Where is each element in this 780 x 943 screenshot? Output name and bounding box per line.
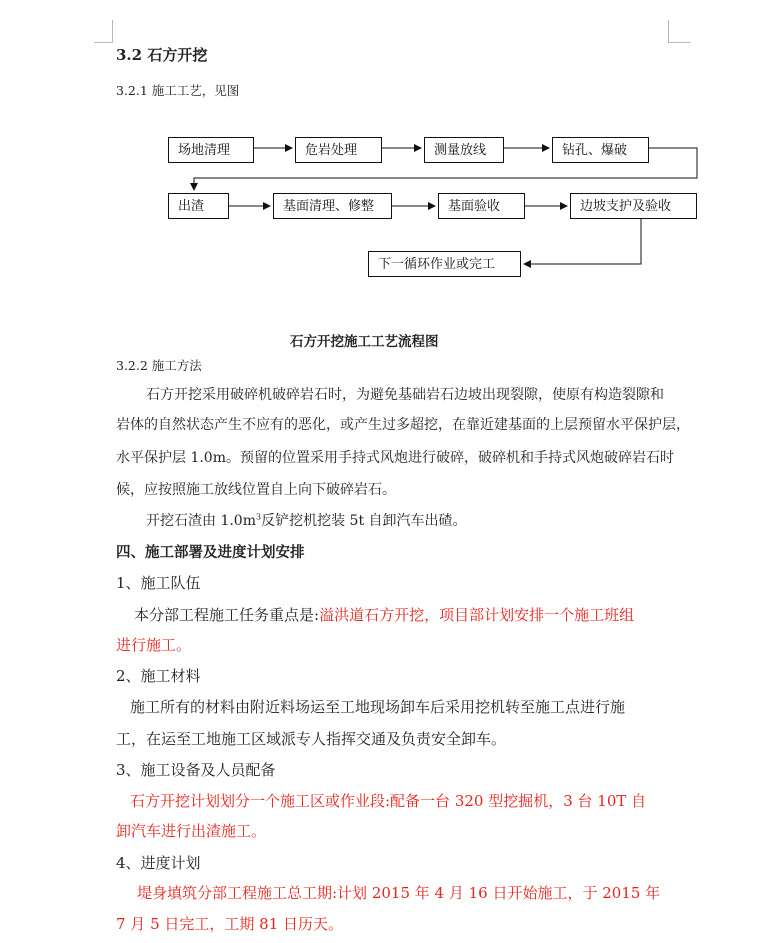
heading-materials: 2、施工材料: [116, 667, 201, 685]
section-title: 3.2 石方开挖: [116, 46, 208, 64]
chapter-title: 四、施工部署及进度计划安排: [116, 544, 305, 561]
schedule-line-2: 7 月 5 日完工，工期 81 日历天。: [116, 915, 344, 933]
team-highlight: 溢洪道石方开挖，项目部计划安排一个施工班组: [319, 606, 635, 624]
excavation-text-b: 反铲挖机挖装 5t 自卸汽车出碴。: [261, 513, 467, 529]
flow-step-9: 下一循环作业或完工: [368, 251, 521, 277]
paragraph-line: 岩体的自然状态产生不应有的恶化，或产生过多超挖，在靠近建基面的上层预留水平保护层，: [116, 417, 690, 433]
unit-superscript: 3: [256, 512, 262, 522]
paragraph-line: 石方开挖采用破碎机破碎岩石时，为避免基础岩石边坡出现裂隙，使原有构造裂隙和: [146, 387, 664, 403]
flow-step-1: 场地清理: [168, 137, 254, 163]
paragraph-line: 水平保护层 1.0m。预留的位置采用手持式风炮进行破碎，破碎机和手持式风炮破碎岩石时: [116, 450, 674, 466]
subsection-title: 3.2.1 施工工艺，见图: [116, 83, 240, 98]
equipment-line-1: 石方开挖计划划分一个施工区或作业段:配备一台 320 型挖掘机，3 台 10T 自: [130, 792, 647, 810]
heading-equipment: 3、施工设备及人员配备: [116, 761, 276, 779]
flow-step-7: 基面验收: [438, 193, 525, 219]
team-line-1: [134, 604, 634, 625]
figure-caption: 石方开挖施工工艺流程图: [290, 334, 439, 350]
flow-step-5: 出渣: [168, 193, 229, 219]
team-line-2: 进行施工。: [116, 636, 192, 654]
flow-step-3: 测量放线: [424, 137, 504, 163]
heading-team: 1、施工队伍: [116, 574, 201, 592]
schedule-line-1: 堤身填筑分部工程施工总工期:计划 2015 年 4 月 16 日开始施工，于 2015 年: [137, 884, 661, 902]
heading-schedule: 4、进度计划: [116, 854, 201, 872]
excavation-text-a: 开挖石渣由 1.0m: [146, 513, 256, 529]
paragraph-line: 候，应按照施工放线位置自上向下破碎岩石。: [116, 482, 396, 498]
materials-line-2: 工，在运至工地施工区域派专人指挥交通及负责安全卸车。: [116, 730, 507, 748]
flow-step-6: 基面清理、修整: [273, 193, 392, 219]
excavation-line: [146, 510, 467, 530]
flow-step-8: 边坡支护及验收: [570, 193, 697, 219]
flow-step-4: 钻孔、爆破: [552, 137, 649, 163]
flow-step-2: 危岩处理: [295, 137, 382, 163]
materials-line-1: 施工所有的材料由附近料场运至工地现场卸车后采用挖机转至施工点进行施: [130, 698, 626, 716]
subsection-title-2: 3.2.2 施工方法: [116, 358, 202, 373]
team-prefix: 本分部工程施工任务重点是:: [134, 606, 320, 624]
equipment-line-2: 卸汽车进行出渣施工。: [116, 822, 267, 840]
